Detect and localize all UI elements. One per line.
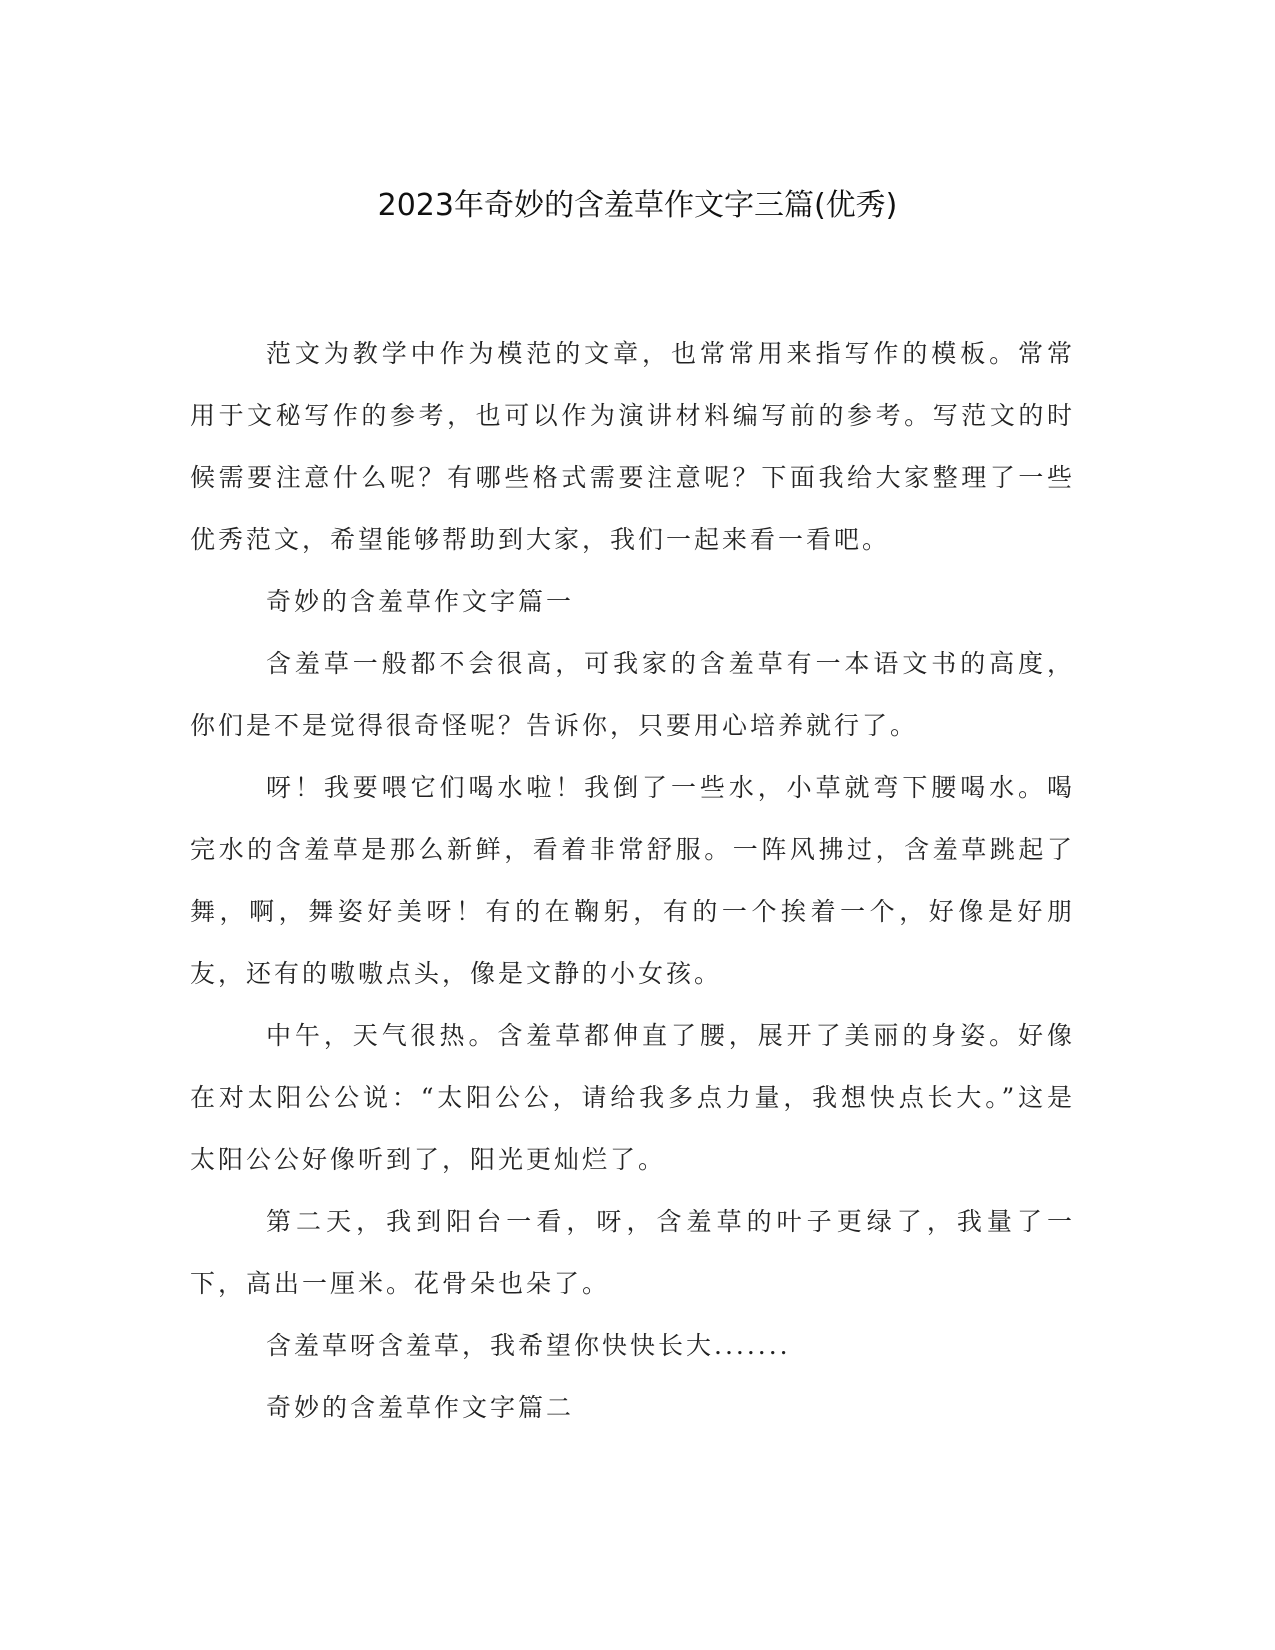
paragraph: 含羞草呀含羞草，我希望你快快长大....... xyxy=(266,1331,791,1360)
paragraph: 中午，天气很热。含羞草都伸直了腰，展开了美丽的身姿。好像在对太阳公公说：“太阳公公，请给我多点力量，我想快点长大。”这是太阳公公好像听到了，阳光更灿烂了。 xyxy=(190,1021,1075,1174)
paragraph: 呀！我要喂它们喝水啦！我倒了一些水，小草就弯下腰喝水。喝完水的含羞草是那么新鲜，看着非常舒服。一阵风拂过，含羞草跳起了舞，啊，舞姿好美呀！有的在鞠躬，有的一个挨着一个，好像是好朋友，还有的嗷嗷点头，像是文静的小女孩。 xyxy=(190,773,1075,988)
paragraph: 含羞草一般都不会很高，可我家的含羞草有一本语文书的高度，你们是不是觉得很奇怪呢？告诉你，只要用心培养就行了。 xyxy=(190,649,1075,740)
document-title: 2023年奇妙的含羞草作文字三篇(优秀) xyxy=(377,188,898,223)
section-heading-2: 奇妙的含羞草作文字篇二 xyxy=(266,1393,575,1422)
intro-paragraph: 范文为教学中作为模范的文章，也常常用来指写作的模板。常常用于文秘写作的参考，也可以作为演讲材料编写前的参考。写范文的时候需要注意什么呢？有哪些格式需要注意呢？下面我给大家整理了一些优秀范文，希望能够帮助到大家，我们一起来看一看吧。 xyxy=(190,339,1075,554)
document-body xyxy=(190,323,1075,1439)
section-heading-1: 奇妙的含羞草作文字篇一 xyxy=(266,587,575,616)
paragraph: 第二天，我到阳台一看，呀，含羞草的叶子更绿了，我量了一下，高出一厘米。花骨朵也朵了。 xyxy=(190,1207,1075,1298)
